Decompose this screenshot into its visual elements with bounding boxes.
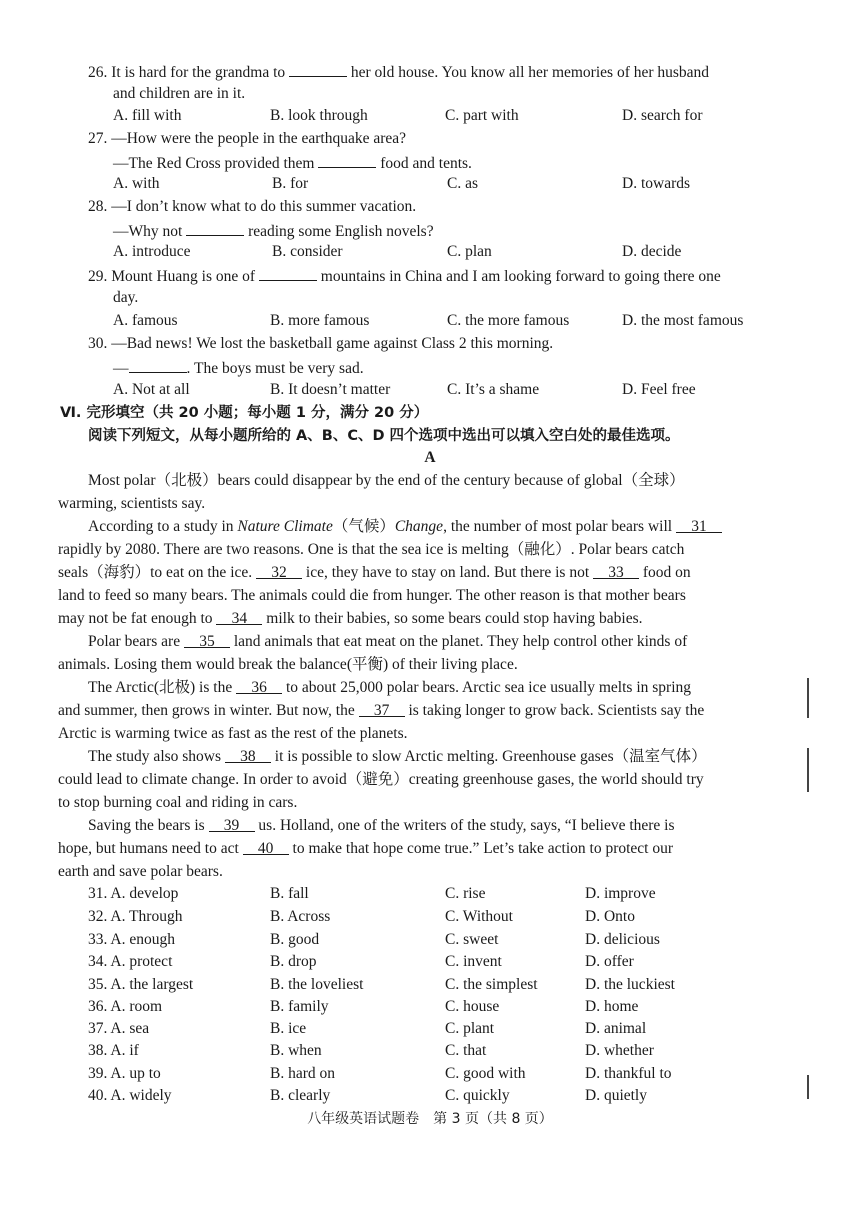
choice-39-a: 39. A. up to <box>88 1065 161 1082</box>
passage-line: may not be fat enough to 34 milk to their babies, so some bears could stop having babies. <box>58 610 643 627</box>
passage-line: could lead to climate change. In order to avoid（避免）creating greenhouse gases, the world should try <box>58 771 704 788</box>
choice-35-b: B. the loveliest <box>270 976 364 993</box>
q29-option-a: A. famous <box>113 312 178 329</box>
choice-40-d: D. quietly <box>585 1087 647 1104</box>
passage-line: Most polar（北极）bears could disappear by the end of the century because of global（全球） <box>88 472 685 489</box>
cloze-blank-39: 39 <box>209 815 255 832</box>
passage-line: animals. Losing them would break the balance(平衡) of their living place. <box>58 656 518 673</box>
choice-35-c: C. the simplest <box>445 976 538 993</box>
choice-33-d: D. delicious <box>585 931 660 948</box>
passage-line: According to a study in Nature Climate（气候）Change, the number of most polar bears will 31 <box>88 516 722 538</box>
cloze-blank-37: 37 <box>359 700 405 717</box>
choice-32-d: D. Onto <box>585 908 635 925</box>
q29-option-d: D. the most famous <box>622 312 744 329</box>
choice-33-a: 33. A. enough <box>88 931 175 948</box>
scan-edge-mark <box>807 678 809 718</box>
cloze-blank-35: 35 <box>184 631 230 648</box>
choice-33-c: C. sweet <box>445 931 499 948</box>
scan-edge-mark <box>807 1075 809 1099</box>
answer-blank <box>259 264 317 281</box>
q30-option-b: B. It doesn’t matter <box>270 381 391 398</box>
q28-option-b: B. consider <box>272 243 343 260</box>
question-27-dialogue: —The Red Cross provided them food and tents. <box>113 151 472 175</box>
choice-34-a: 34. A. protect <box>88 953 173 970</box>
choice-40-a: 40. A. widely <box>88 1087 172 1104</box>
choice-34-d: D. offer <box>585 953 634 970</box>
cloze-blank-31: 31 <box>676 516 722 533</box>
question-26-stem: 26. It is hard for the grandma to her old house. You know all her memories of her husband <box>88 60 709 84</box>
cloze-blank-40: 40 <box>243 838 289 855</box>
choice-35-d: D. the luckiest <box>585 976 675 993</box>
choice-37-d: D. animal <box>585 1020 647 1037</box>
passage-line: seals（海豹）to eat on the ice. 32 ice, they have to stay on land. But there is not 33 food on <box>58 564 691 581</box>
passage-line: land to feed so many bears. The animals could die from hunger. The other reason is that mother bears <box>58 587 686 604</box>
q30-option-a: A. Not at all <box>113 381 190 398</box>
passage-line: Saving the bears is 39 us. Holland, one of the writers of the study, says, “I believe there is <box>88 817 675 834</box>
q29-option-c: C. the more famous <box>447 312 570 329</box>
question-26-continuation: and children are in it. <box>113 85 246 102</box>
q30-option-c: C. It’s a shame <box>447 381 540 398</box>
q26-option-a: A. fill with <box>113 107 182 124</box>
choice-36-b: B. family <box>270 998 329 1015</box>
question-29-continuation: day. <box>113 289 139 306</box>
q27-option-d: D. towards <box>622 175 691 192</box>
choice-37-a: 37. A. sea <box>88 1020 150 1037</box>
choice-39-c: C. good with <box>445 1065 526 1082</box>
choice-37-c: C. plant <box>445 1020 495 1037</box>
passage-line: Polar bears are 35 land animals that eat meat on the planet. They help control other kinds of <box>88 633 688 650</box>
choice-40-c: C. quickly <box>445 1087 510 1104</box>
choice-32-c: C. Without <box>445 908 513 925</box>
choice-31-b: B. fall <box>270 885 309 902</box>
question-30-stem: 30. —Bad news! We lost the basketball game against Class 2 this morning. <box>88 335 554 352</box>
choice-33-b: B. good <box>270 931 320 948</box>
choice-39-b: B. hard on <box>270 1065 336 1082</box>
cloze-blank-36: 36 <box>236 677 282 694</box>
passage-line: The study also shows 38 it is possible to slow Arctic melting. Greenhouse gases（温室气体） <box>88 748 707 765</box>
question-30-dialogue: — . The boys must be very sad. <box>113 356 364 380</box>
choice-40-b: B. clearly <box>270 1087 331 1104</box>
page-footer: 八年级英语试题卷 第 3 页（共 8 页） <box>307 1111 553 1127</box>
choice-35-a: 35. A. the largest <box>88 976 194 993</box>
cloze-blank-34: 34 <box>216 608 262 625</box>
answer-blank <box>318 151 376 168</box>
choice-31-a: 31. A. develop <box>88 885 179 902</box>
choice-36-a: 36. A. room <box>88 998 163 1015</box>
choice-37-b: B. ice <box>270 1020 307 1037</box>
choice-32-a: 32. A. Through <box>88 908 183 925</box>
answer-blank <box>186 219 244 236</box>
q26-option-b: B. look through <box>270 107 368 124</box>
choice-38-d: D. whether <box>585 1042 654 1059</box>
question-29-stem: 29. Mount Huang is one of mountains in China and I am looking forward to going there one <box>88 264 721 288</box>
passage-line: The Arctic(北极) is the 36 to about 25,000 polar bears. Arctic sea ice usually melts in spring <box>88 679 692 696</box>
choice-39-d: D. thankful to <box>585 1065 672 1082</box>
question-28-dialogue: —Why not reading some English novels? <box>113 219 434 243</box>
answer-blank <box>129 356 187 373</box>
choice-31-d: D. improve <box>585 885 656 902</box>
question-27-stem: 27. —How were the people in the earthquake area? <box>88 130 407 147</box>
cloze-blank-32: 32 <box>256 562 302 579</box>
passage-line: earth and save polar bears. <box>58 863 223 880</box>
choice-34-c: C. invent <box>445 953 502 970</box>
choice-36-c: C. house <box>445 998 500 1015</box>
question-28-stem: 28. —I don’t know what to do this summer vacation. <box>88 198 417 215</box>
section-instruction: 阅读下列短文，从每小题所给的 A、B、C、D 四个选项中选出可以填入空白处的最佳选项。 <box>88 428 680 444</box>
q30-option-d: D. Feel free <box>622 381 696 398</box>
choice-34-b: B. drop <box>270 953 317 970</box>
q27-option-b: B. for <box>272 175 309 192</box>
q28-option-c: C. plan <box>447 243 492 260</box>
section-heading: Ⅵ. 完形填空（共 20 小题；每小题 1 分，满分 20 分） <box>60 405 429 421</box>
scan-edge-mark <box>807 748 809 792</box>
choice-36-d: D. home <box>585 998 639 1015</box>
passage-line: rapidly by 2080. There are two reasons. One is that the sea ice is melting（融化）. Polar bears catch <box>58 541 685 558</box>
q28-option-a: A. introduce <box>113 243 191 260</box>
q29-option-b: B. more famous <box>270 312 370 329</box>
choice-38-b: B. when <box>270 1042 322 1059</box>
cloze-blank-33: 33 <box>593 562 639 579</box>
passage-line: to stop burning coal and riding in cars. <box>58 794 298 811</box>
q27-option-c: C. as <box>447 175 478 192</box>
cloze-blank-38: 38 <box>225 746 271 763</box>
passage-line: hope, but humans need to act 40 to make that hope come true.” Let’s take action to protect our <box>58 840 674 857</box>
choice-38-c: C. that <box>445 1042 487 1059</box>
q27-option-a: A. with <box>113 175 160 192</box>
passage-line: Arctic is warming twice as fast as the rest of the planets. <box>58 725 408 742</box>
choice-32-b: B. Across <box>270 908 331 925</box>
q26-option-d: D. search for <box>622 107 703 124</box>
q28-option-d: D. decide <box>622 243 682 260</box>
choice-31-c: C. rise <box>445 885 486 902</box>
passage-line: warming, scientists say. <box>58 495 206 512</box>
choice-38-a: 38. A. if <box>88 1042 139 1059</box>
passage-line: and summer, then grows in winter. But now, the 37 is taking longer to grow back. Scientists say the <box>58 702 705 719</box>
q26-option-c: C. part with <box>445 107 519 124</box>
passage-label: A <box>424 449 436 466</box>
answer-blank <box>289 60 347 77</box>
